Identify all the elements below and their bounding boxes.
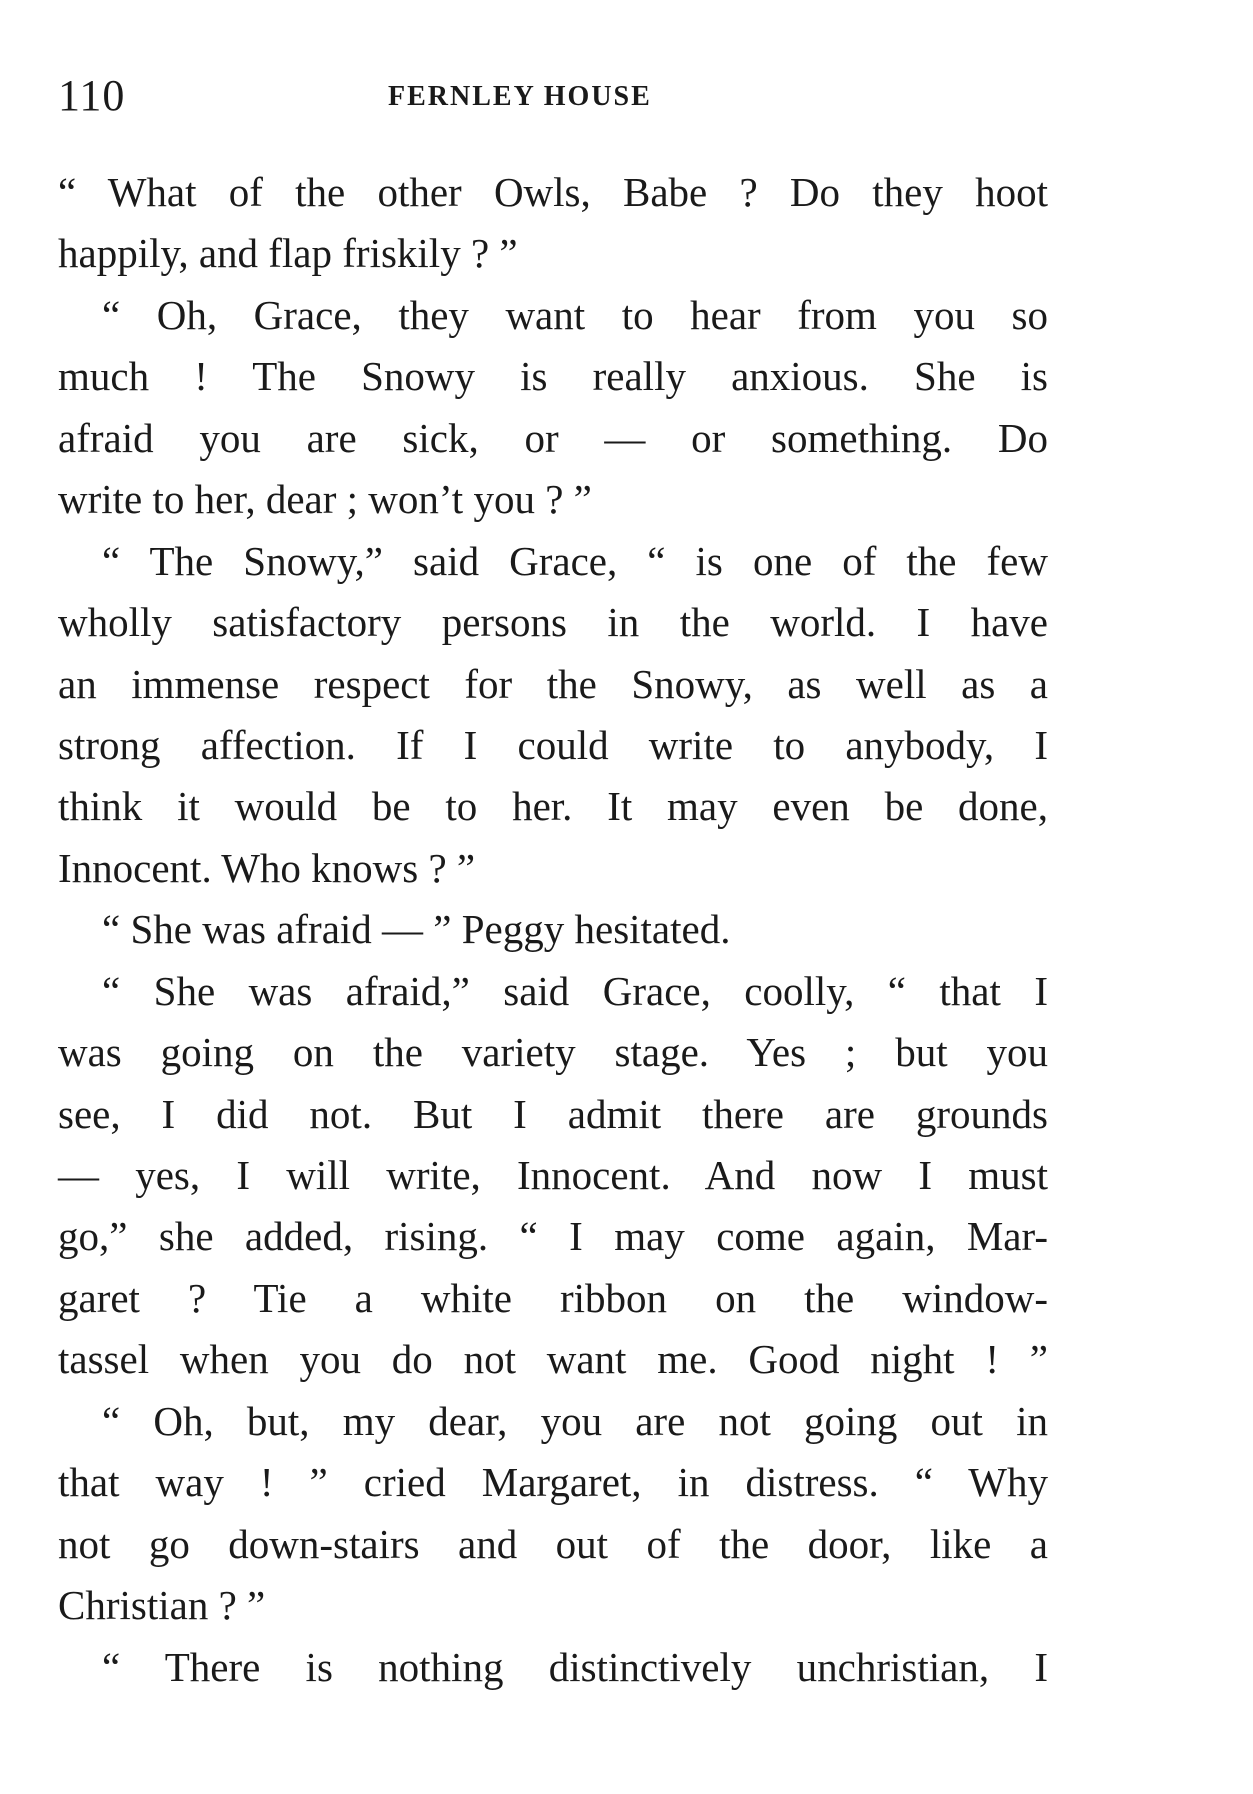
body-text	[58, 162, 1048, 1698]
text-line: “ What of the other Owls, Babe ? Do they hoot	[58, 169, 1048, 215]
text-line: was going on the variety stage. Yes ; but you	[58, 1029, 1048, 1076]
text-line: much ! The Snowy is really anxious. She is	[58, 353, 1048, 400]
text-line: — yes, I will write, Innocent. And now I must	[58, 1152, 1048, 1198]
page-header	[58, 66, 1048, 126]
text-line: think it would be to her. It may even be done,	[58, 783, 1048, 830]
page-number: 110	[58, 71, 126, 120]
text-line: see, I did not. But I admit there are grounds	[58, 1090, 1048, 1137]
text-line: happily, and flap friskily ? ”	[58, 230, 518, 277]
text-line: afraid you are sick, or — or something. Do	[58, 414, 1048, 461]
text-line: that way ! ” cried Margaret, in distress. “ Why	[58, 1459, 1048, 1506]
running-title: FERNLEY HOUSE	[388, 81, 652, 112]
text-line: tassel when you do not want me. Good night ! ”	[58, 1336, 1048, 1383]
text-line: strong affection. If I could write to anybody, I	[58, 721, 1048, 768]
text-line: “ There is nothing distinctively unchristian, I	[102, 1643, 1048, 1690]
text-line: write to her, dear ; won’t you ? ”	[58, 476, 592, 523]
text-line: “ Oh, Grace, they want to hear from you so	[102, 291, 1048, 338]
text-line: Christian ? ”	[58, 1582, 266, 1629]
text-line: “ Oh, but, my dear, you are not going out in	[102, 1397, 1048, 1444]
text-line: “ She was afraid — ” Peggy hesitated.	[102, 906, 731, 953]
text-line: wholly satisfactory persons in the world. I have	[58, 599, 1048, 646]
text-line: “ She was afraid,” said Grace, coolly, “ that I	[102, 967, 1048, 1014]
text-line: “ The Snowy,” said Grace, “ is one of the few	[102, 537, 1048, 584]
text-line: Innocent. Who knows ? ”	[58, 844, 476, 891]
text-line: an immense respect for the Snowy, as well as a	[58, 660, 1048, 707]
text-line: garet ? Tie a white ribbon on the window-	[58, 1274, 1048, 1321]
text-line: go,” she added, rising. “ I may come again, Mar-	[58, 1213, 1048, 1260]
text-line: not go down-stairs and out of the door, like a	[58, 1520, 1048, 1567]
